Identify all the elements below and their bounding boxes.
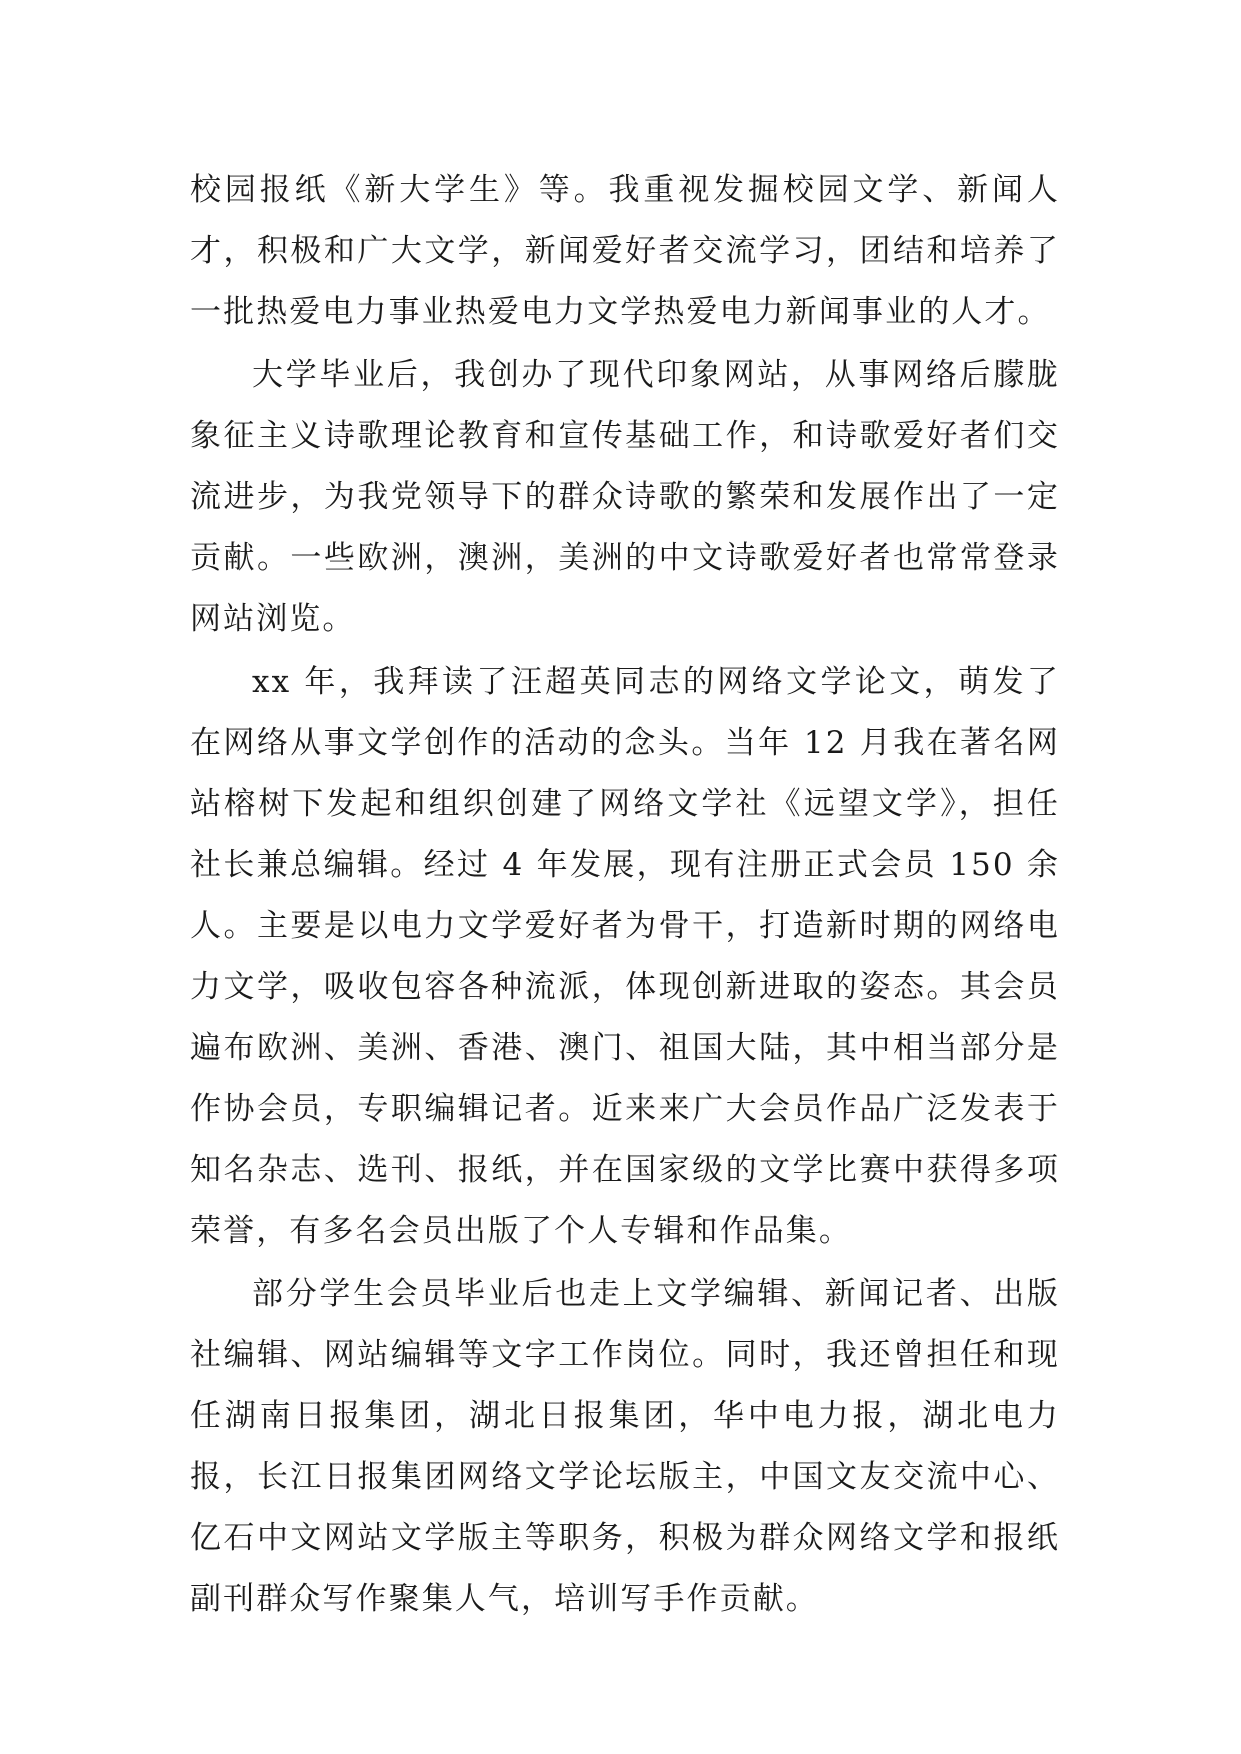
paragraph-2: 大学毕业后，我创办了现代印象网站，从事网络后朦胧象征主义诗歌理论教育和宣传基础工作，和诗歌爱好者们交流进步，为我党领导下的群众诗歌的繁荣和发展作出了一定贡献。一些欧洲，澳洲，美洲的中文诗歌爱好者也常常登录网站浏览。 xyxy=(190,357,1060,637)
paragraph-4: 部分学生会员毕业后也走上文学编辑、新闻记者、出版社编辑、网站编辑等文字工作岗位。同时，我还曾担任和现任湖南日报集团，湖北日报集团，华中电力报，湖北电力报，长江日报集团网络文学论坛版主，中国文友交流中心、亿石中文网站文学版主等职务，积极为群众网络文学和报纸副刊群众写作聚集人气，培训写手作贡献。 xyxy=(190,1276,1060,1617)
paragraph-1: 校园报纸《新大学生》等。我重视发掘校园文学、新闻人才，积极和广大文学，新闻爱好者交流学习，团结和培养了一批热爱电力事业热爱电力文学热爱电力新闻事业的人才。 xyxy=(190,172,1060,330)
body-text xyxy=(190,160,1060,1632)
paragraph-3: xx 年，我拜读了汪超英同志的网络文学论文，萌发了在网络从事文学创作的活动的念头。当年 12 月我在著名网站榕树下发起和组织创建了网络文学社《远望文学》，担任社长兼总编辑。经过 4 年发展，现有注册正式会员 150 余人。主要是以电力文学爱好者为骨干，打造新时期的网络电力文学，吸收包容各种流派，体现创新进取的姿态。其会员遍布欧洲、美洲、香港、澳门、祖国大陆，其中相当部分是作协会员，专职编辑记者。近来来广大会员作品广泛发表于知名杂志、选刊、报纸，并在国家级的文学比赛中获得多项荣誉，有多名会员出版了个人专辑和作品集。 xyxy=(190,664,1060,1249)
